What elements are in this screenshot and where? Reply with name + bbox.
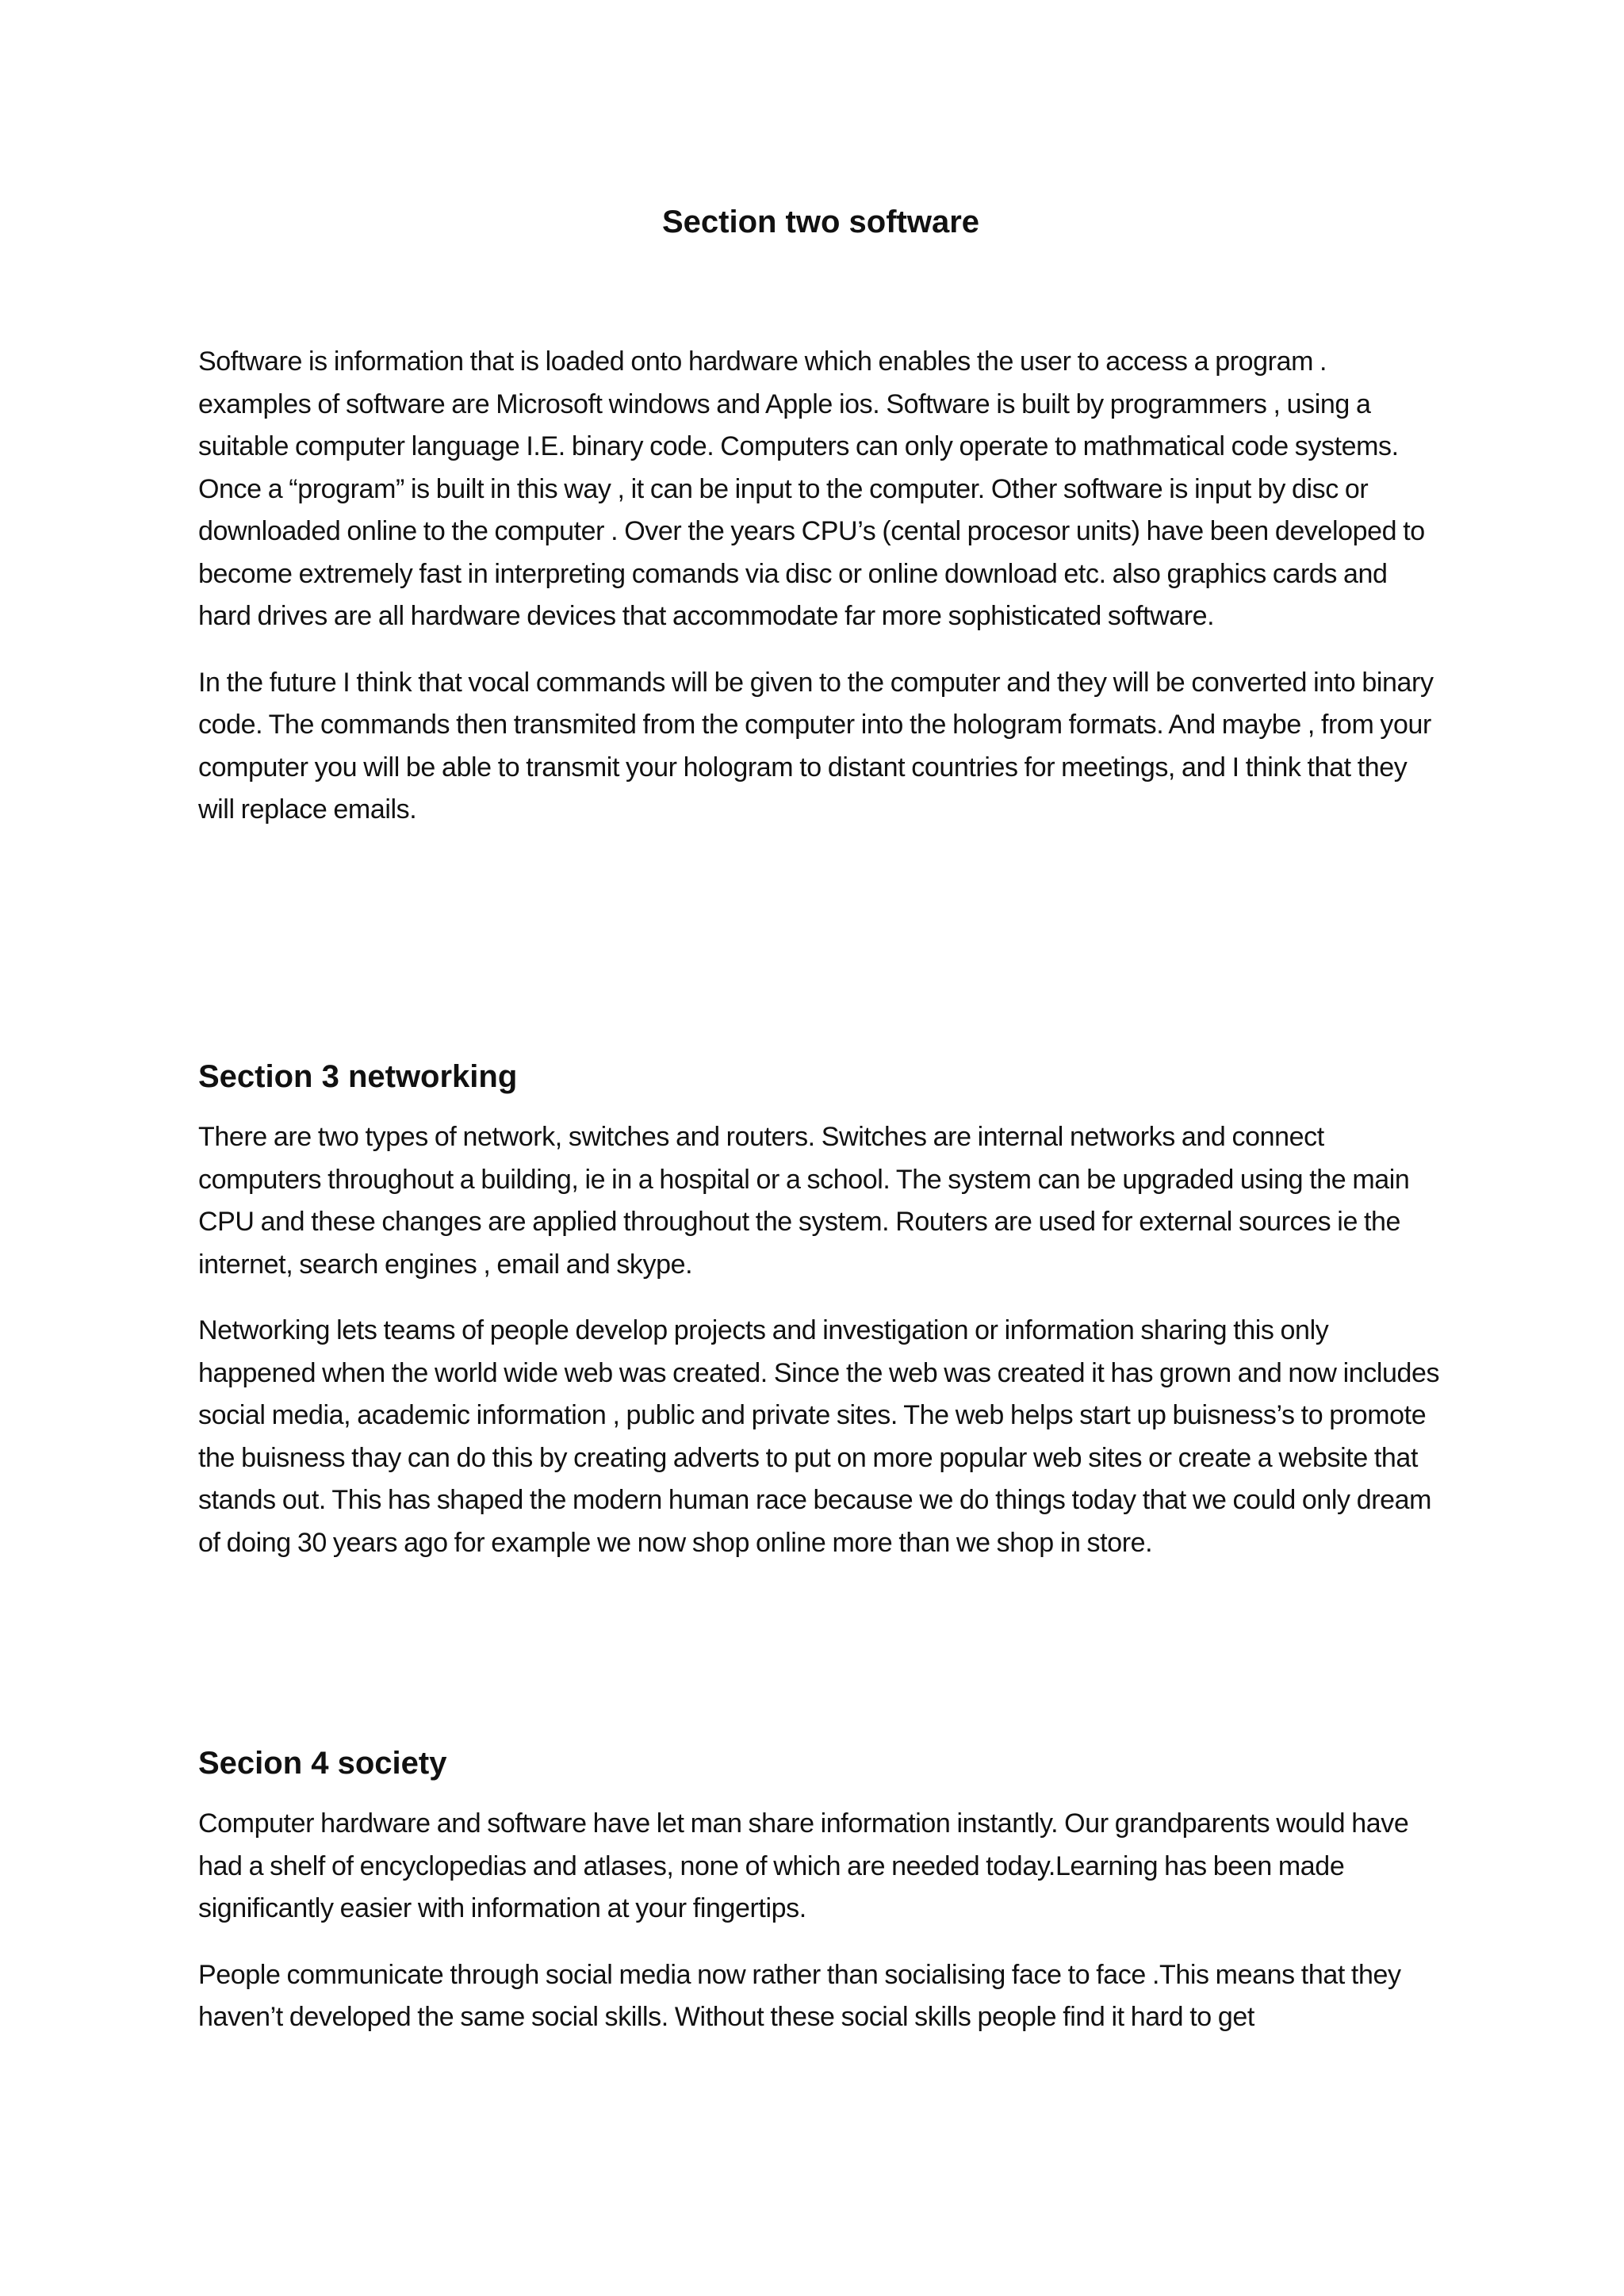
- society-paragraph-2: People communicate through social media now rather than socialising face to face .This means that they haven’t developed the same social skills. Without these social skills people find it hard to get: [198, 1959, 1401, 2032]
- software-paragraph-1: Software is information that is loaded onto hardware which enables the user to access a program . examples of software are Microsoft windows and Apple ios. Software is built by programmers , using a suitable computer language I.E. binary code. Computers can only operate to mathmatical code systems. Once a “program” is built in this way , it can be input to the computer. Other software is input by disc or downloaded online to the computer . Over the years CPU’s (cental procesor units) have been developed to become extremely fast in interpreting comands via disc or online download etc. also graphics cards and hard drives are all hardware devices that accommodate far more sophisticated software.: [198, 346, 1425, 631]
- networking-paragraph-1: There are two types of network, switches and routers. Switches are internal networks and connect computers throughout a building, ie in a hospital or a school. The system can be upgraded using the main CPU and these changes are applied throughout the system. Routers are used for external sources ie the internet, search engines , email and skype.: [198, 1122, 1410, 1280]
- networking-heading: Section 3 networking: [198, 1059, 518, 1094]
- networking-paragraph-2: Networking lets teams of people develop projects and investigation or information sharing this only happened when the world wide web was created. Since the web was created it has grown and now includes social media, academic information , public and private sites. The web helps start up buisness’s to promote the buisness thay can do this by creating adverts to put on more popular web sites or create a website that stands out. This has shaped the modern human race because we do things today that we could only dream of doing 30 years ago for example we now shop online more than we shop in store.: [198, 1315, 1440, 1558]
- society-paragraph-1: Computer hardware and software have let man share information instantly. Our grandparents would have had a shelf of encyclopedias and atlases, none of which are needed today.Learning has been made significantly easier with information at your fingertips.: [198, 1808, 1409, 1923]
- section-networking: [198, 1054, 1443, 1588]
- document-title: Section two software: [661, 205, 980, 239]
- society-heading: Secion 4 society: [198, 1746, 447, 1781]
- section-software: [198, 341, 1443, 855]
- section-society: [198, 1741, 1443, 2063]
- software-paragraph-2: In the future I think that vocal commands will be given to the computer and they will be converted into binary code. The commands then transmited from the computer into the hologram formats. And maybe , from your computer you will be able to transmit your hologram to distant countries for meetings, and I think that they will replace emails.: [198, 667, 1434, 825]
